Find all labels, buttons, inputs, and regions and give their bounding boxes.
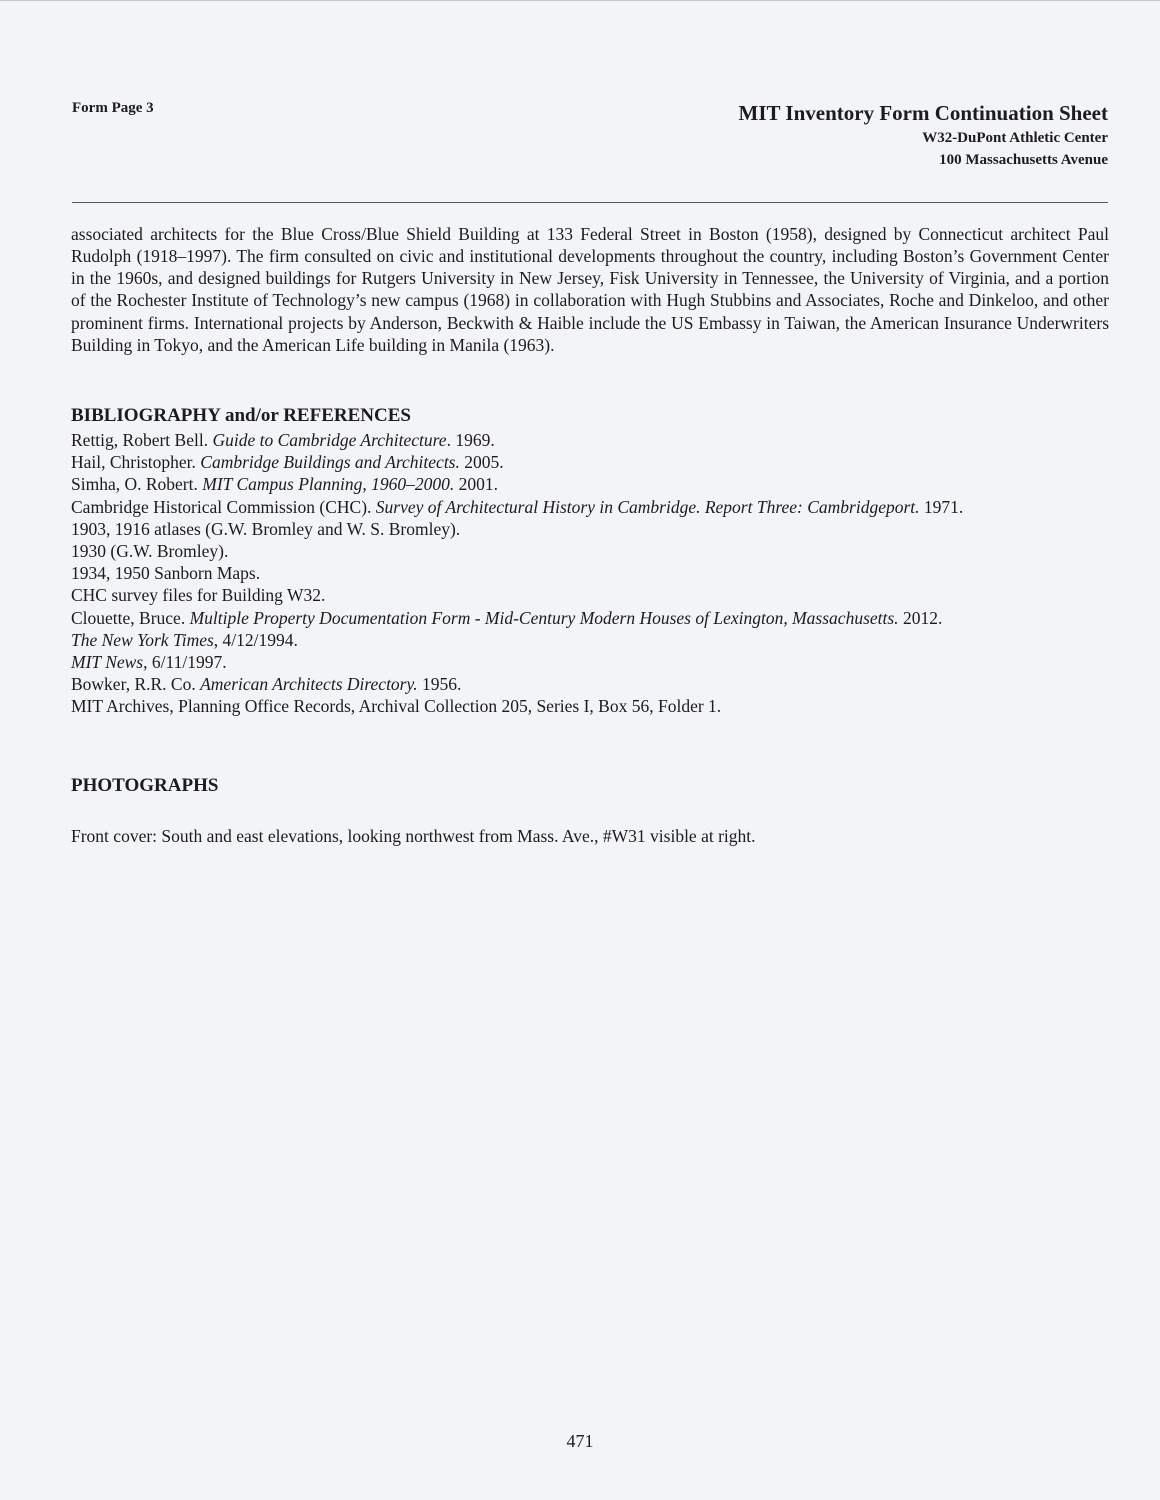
header-divider <box>72 202 1108 203</box>
bibliography-heading: BIBLIOGRAPHY and/or REFERENCES <box>71 405 411 426</box>
bibliography-entry: MIT Archives, Planning Office Records, Archival Collection 205, Series I, Box 56, Folder 1. <box>71 696 722 717</box>
bibliography-entry: 1930 (G.W. Bromley). <box>71 541 229 562</box>
form-page-label: Form Page 3 <box>72 100 154 116</box>
bibliography-entry: Bowker, R.R. Co. American Architects Directory. 1956. <box>71 674 462 695</box>
bibliography-entry: MIT News, 6/11/1997. <box>71 652 227 673</box>
bibliography-entry: The New York Times, 4/12/1994. <box>71 629 298 650</box>
bibliography-entry: Rettig, Robert Bell. Guide to Cambridge Architecture. 1969. <box>71 430 495 450</box>
building-address: 100 Massachusetts Avenue <box>939 152 1108 168</box>
body-paragraph: associated architects for the Blue Cross/Blue Shield Building at 133 Federal Street in Boston (1958), designed by Connecticut architect Paul Rudolph (1918–1997). The firm consulted on civic and institutional developments throughout the country, including Boston’s Government Center in the 1960s, and designed buildings for Rutgers University in New Jersey, Fisk University in Tennessee, the University of Virginia, and a portion of the Rochester Institute of Technology’s new campus (1968) in collaboration with Hugh Stubbins and Associates, Roche and Dinkeloo, and other prominent firms. International projects by Anderson, Beckwith & Haible include the US Embassy in Taiwan, the American Insurance Underwriters Building in Tokyo, and the American Life building in Manila (1963). <box>71 223 1109 355</box>
bibliography-entry: Simha, O. Robert. MIT Campus Planning, 1960–2000. 2001. <box>71 474 498 495</box>
header-block <box>739 99 1108 171</box>
bibliography-entry: Hail, Christopher. Cambridge Buildings and Architects. 2005. <box>71 452 504 473</box>
bibliography-entry: Cambridge Historical Commission (CHC). Survey of Architectural History in Cambridge. Report Three: Cambridgeport. 1971. <box>71 496 964 517</box>
bibliography-entry: Clouette, Bruce. Multiple Property Documentation Form - Mid-Century Modern Houses of Lexington, Massachusetts. 2012. <box>71 607 943 628</box>
page-number: 471 <box>566 1431 594 1451</box>
sheet-title: MIT Inventory Form Continuation Sheet <box>738 101 1108 125</box>
bibliography-entry: CHC survey files for Building W32. <box>71 585 326 606</box>
photograph-caption: Front cover: South and east elevations, looking northwest from Mass. Ave., #W31 visible at right. <box>71 826 756 846</box>
bibliography-entry: 1934, 1950 Sanborn Maps. <box>71 563 261 584</box>
building-name: W32-DuPont Athletic Center <box>922 130 1108 146</box>
photographs-heading: PHOTOGRAPHS <box>71 775 219 796</box>
bibliography-list <box>71 429 1121 718</box>
bibliography-entry: 1903, 1916 atlases (G.W. Bromley and W. S. Bromley). <box>71 518 461 539</box>
